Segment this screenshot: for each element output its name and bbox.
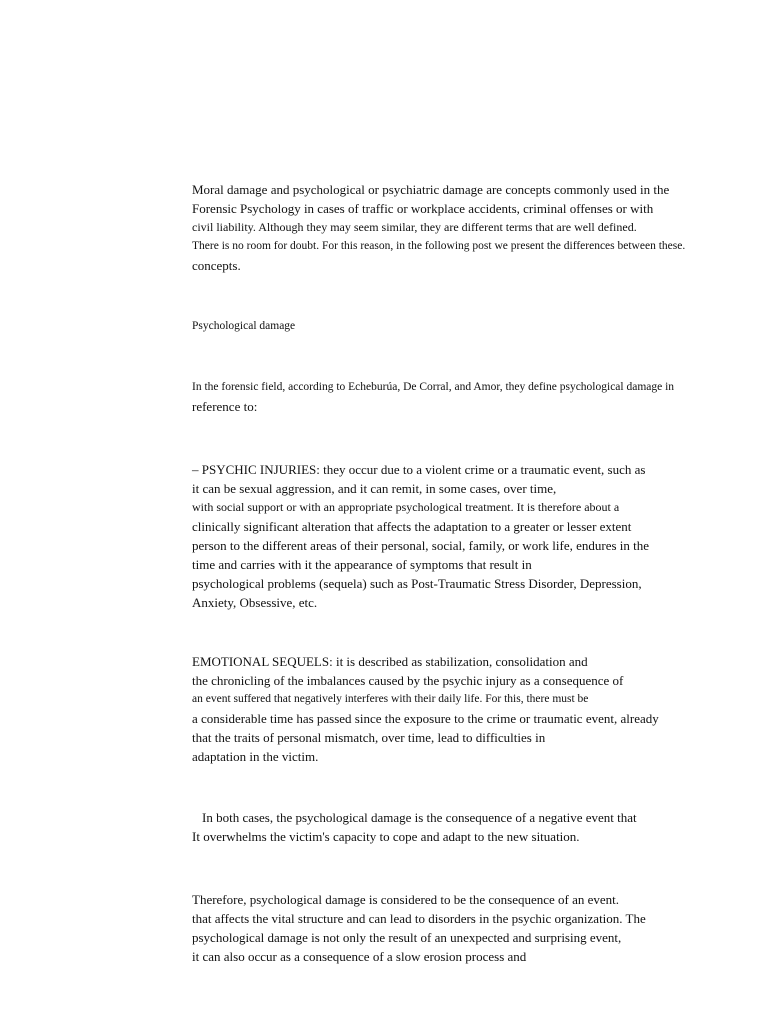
text-line: psychological damage is not only the result of an unexpected and surprising event, [192,930,622,945]
text-line: an event suffered that negatively interferes with their daily life. For this, there must be [192,693,589,705]
definition-paragraph [192,378,752,416]
psychic-injuries-paragraph [192,460,752,612]
text-line: person to the different areas of their personal, social, family, or work life, endures in the [192,538,650,553]
text-line: that affects the vital structure and can lead to disorders in the psychic organization. The [192,911,646,926]
section-heading [192,317,752,336]
text-line: psychological problems (sequela) such as Post-Traumatic Stress Disorder, Depression, [192,576,642,591]
text-line: adaptation in the victim. [192,749,319,764]
text-line: civil liability. Although they may seem similar, they are different terms that are well defined. [192,220,637,234]
text-line: It overwhelms the victim's capacity to cope and adapt to the new situation. [192,829,580,844]
text-line: a considerable time has passed since the exposure to the crime or traumatic event, already [192,711,659,726]
text-line: reference to: [192,399,258,414]
text-line: Anxiety, Obsessive, etc. [192,595,318,610]
text-line: EMOTIONAL SEQUELS: it is described as stabilization, consolidation and [192,654,588,669]
text-line: Therefore, psychological damage is considered to be the consequence of an event. [192,892,620,907]
text-line: with social support or with an appropriate psychological treatment. It is therefore about a [192,500,620,514]
text-line: Forensic Psychology in cases of traffic or workplace accidents, criminal offenses or with [192,201,654,216]
text-line: In the forensic field, according to Echeburúa, De Corral, and Amor, they define psychological damage in [192,381,675,393]
text-line: – PSYCHIC INJURIES: they occur due to a violent crime or a traumatic event, such as [192,462,646,477]
text-line: the chronicling of the imbalances caused by the psychic injury as a consequence of [192,673,624,688]
text-line: it can also occur as a consequence of a slow erosion process and [192,949,527,964]
conclusion-paragraph [192,890,752,966]
text-line: that the traits of personal mismatch, over time, lead to difficulties in [192,730,546,745]
text-line: concepts. [192,258,241,273]
text-line: In both cases, the psychological damage is the consequence of a negative event that [202,810,637,825]
text-line: time and carries with it the appearance of symptoms that result in [192,557,532,572]
intro-paragraph [192,180,752,275]
text-line: There is no room for doubt. For this reason, in the following post we present the differences between these. [192,240,686,252]
heading-text: Psychological damage [192,320,296,332]
text-line: clinically significant alteration that affects the adaptation to a greater or lesser extent [192,519,632,534]
both-cases-paragraph [192,808,752,846]
text-line: Moral damage and psychological or psychiatric damage are concepts commonly used in the [192,182,670,197]
emotional-sequels-paragraph [192,652,752,766]
text-line: it can be sexual aggression, and it can remit, in some cases, over time, [192,481,557,496]
